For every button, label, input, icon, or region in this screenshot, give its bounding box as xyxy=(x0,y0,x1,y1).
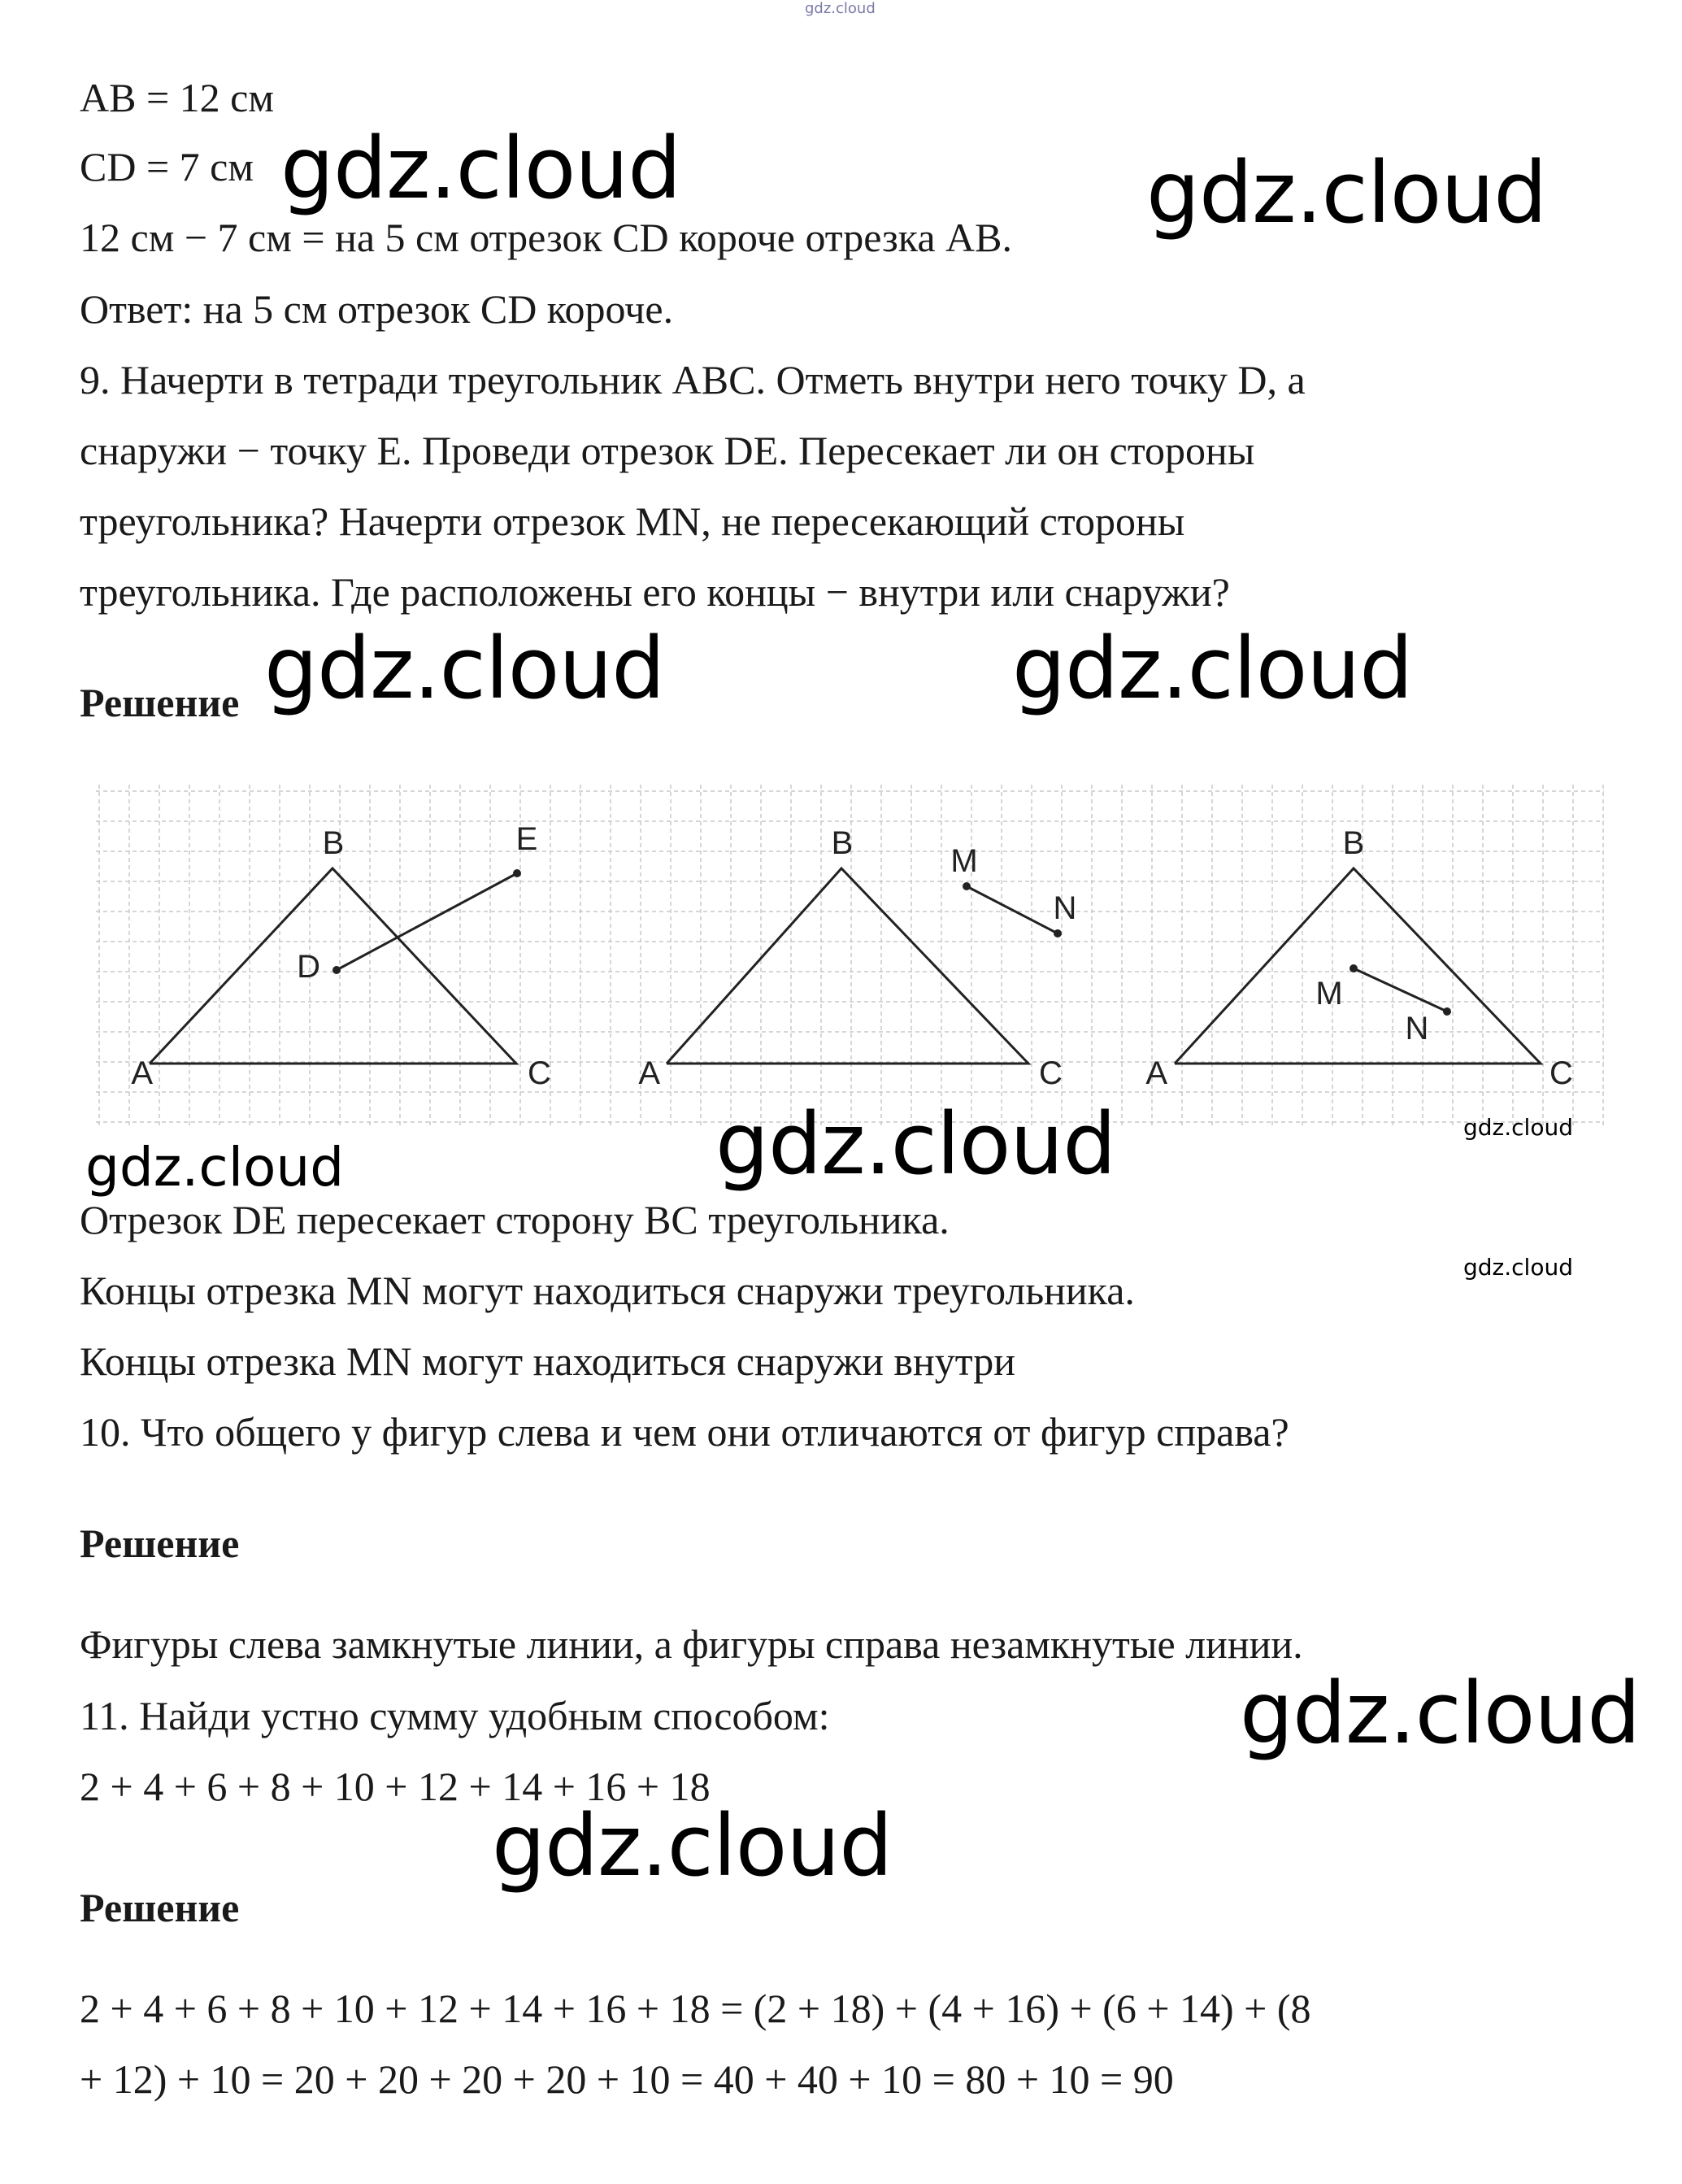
text-ab: AB = 12 см xyxy=(80,75,274,120)
watermark-3: gdz.cloud xyxy=(264,619,665,718)
label-m3: M xyxy=(1315,976,1343,1012)
res10-line: Фигуры слева замкнутые линии, а фигуры справа незамкнутые линии. xyxy=(80,1621,1303,1667)
res11-line1: 2 + 4 + 6 + 8 + 10 + 12 + 14 + 16 + 18 = (2 + 18) + (4 + 16) + (6 + 14) + (8 xyxy=(80,1986,1311,2031)
watermark-9: gdz.cloud xyxy=(1240,1664,1641,1763)
label-c3: C xyxy=(1549,1055,1573,1091)
text-cd: CD = 7 см xyxy=(80,144,254,189)
segment-mn-inside xyxy=(1354,968,1447,1012)
triangle-3-outline xyxy=(1175,868,1541,1064)
watermark-10: gdz.cloud xyxy=(492,1796,893,1895)
text-answer: Ответ: на 5 см отрезок CD короче. xyxy=(80,286,674,332)
task11-line: 11. Найди устно сумму удобным способом: xyxy=(80,1693,830,1738)
res9-line1: Отрезок DE пересекает сторону BC треугольника. xyxy=(80,1197,950,1242)
point-n-outside xyxy=(1054,929,1062,938)
label-b1: B xyxy=(322,825,345,861)
point-m-inside xyxy=(1350,964,1358,972)
point-d xyxy=(332,966,341,974)
res11-line2: + 12) + 10 = 20 + 20 + 20 + 20 + 10 = 40 + 40 + 10 = 80 + 10 = 90 xyxy=(80,2056,1174,2102)
triangle-1 xyxy=(150,868,517,1064)
watermark-7: gdz.cloud xyxy=(1463,1114,1573,1141)
segment-mn-outside xyxy=(967,886,1058,933)
triangles-figure xyxy=(96,785,1604,1126)
watermark-1: gdz.cloud xyxy=(280,119,681,218)
point-e xyxy=(513,869,521,877)
watermark-6: gdz.cloud xyxy=(715,1094,1116,1194)
label-a3: A xyxy=(1145,1055,1167,1091)
label-c1: C xyxy=(528,1055,551,1091)
label-e: E xyxy=(515,821,538,857)
triangle-2-outline xyxy=(667,868,1028,1064)
label-a1: A xyxy=(131,1055,153,1091)
label-n2: N xyxy=(1053,890,1077,926)
label-a2: A xyxy=(638,1055,660,1091)
res9-line2: Концы отрезка MN могут находиться снаружи треугольника. xyxy=(80,1268,1135,1313)
solution-heading-9: Решение xyxy=(80,680,240,725)
triangle-1-outline xyxy=(150,868,516,1064)
task11-expression: 2 + 4 + 6 + 8 + 10 + 12 + 14 + 16 + 18 xyxy=(80,1764,711,1809)
task9-line2: снаружи − точку E. Проведи отрезок DE. Пересекает ли он стороны xyxy=(80,428,1255,473)
res9-line3: Концы отрезка MN могут находиться снаружи внутри xyxy=(80,1338,1015,1384)
watermark-2: gdz.cloud xyxy=(1146,143,1547,242)
label-m2: M xyxy=(950,843,978,879)
solution-heading-10: Решение xyxy=(80,1521,240,1566)
watermark-top: gdz.cloud xyxy=(805,0,876,17)
triangle-3 xyxy=(1175,868,1541,1064)
task9-line1: 9. Начерти в тетради треугольник ABC. Отметь внутри него точку D, а xyxy=(80,357,1306,402)
label-c2: C xyxy=(1039,1055,1063,1091)
point-n-inside xyxy=(1443,1007,1451,1016)
solution-heading-11: Решение xyxy=(80,1885,240,1930)
task9-line4: треугольника. Где расположены его концы − внутри или снаружи? xyxy=(80,569,1230,615)
watermark-5: gdz.cloud xyxy=(85,1136,345,1199)
text-diff: 12 см − 7 см = на 5 см отрезок CD короче отрезка AB. xyxy=(80,215,1012,260)
triangle-2 xyxy=(667,868,1058,1064)
task9-line3: треугольника? Начерти отрезок MN, не пересекающий стороны xyxy=(80,498,1185,544)
task10-line: 10. Что общего у фигур слева и чем они отличаются от фигур справа? xyxy=(80,1409,1289,1455)
label-b3: B xyxy=(1342,825,1365,861)
label-d: D xyxy=(297,949,320,985)
label-n3: N xyxy=(1405,1011,1429,1046)
watermark-8: gdz.cloud xyxy=(1463,1254,1573,1281)
watermark-4: gdz.cloud xyxy=(1012,619,1413,718)
point-m-outside xyxy=(963,882,971,890)
label-b2: B xyxy=(831,825,854,861)
